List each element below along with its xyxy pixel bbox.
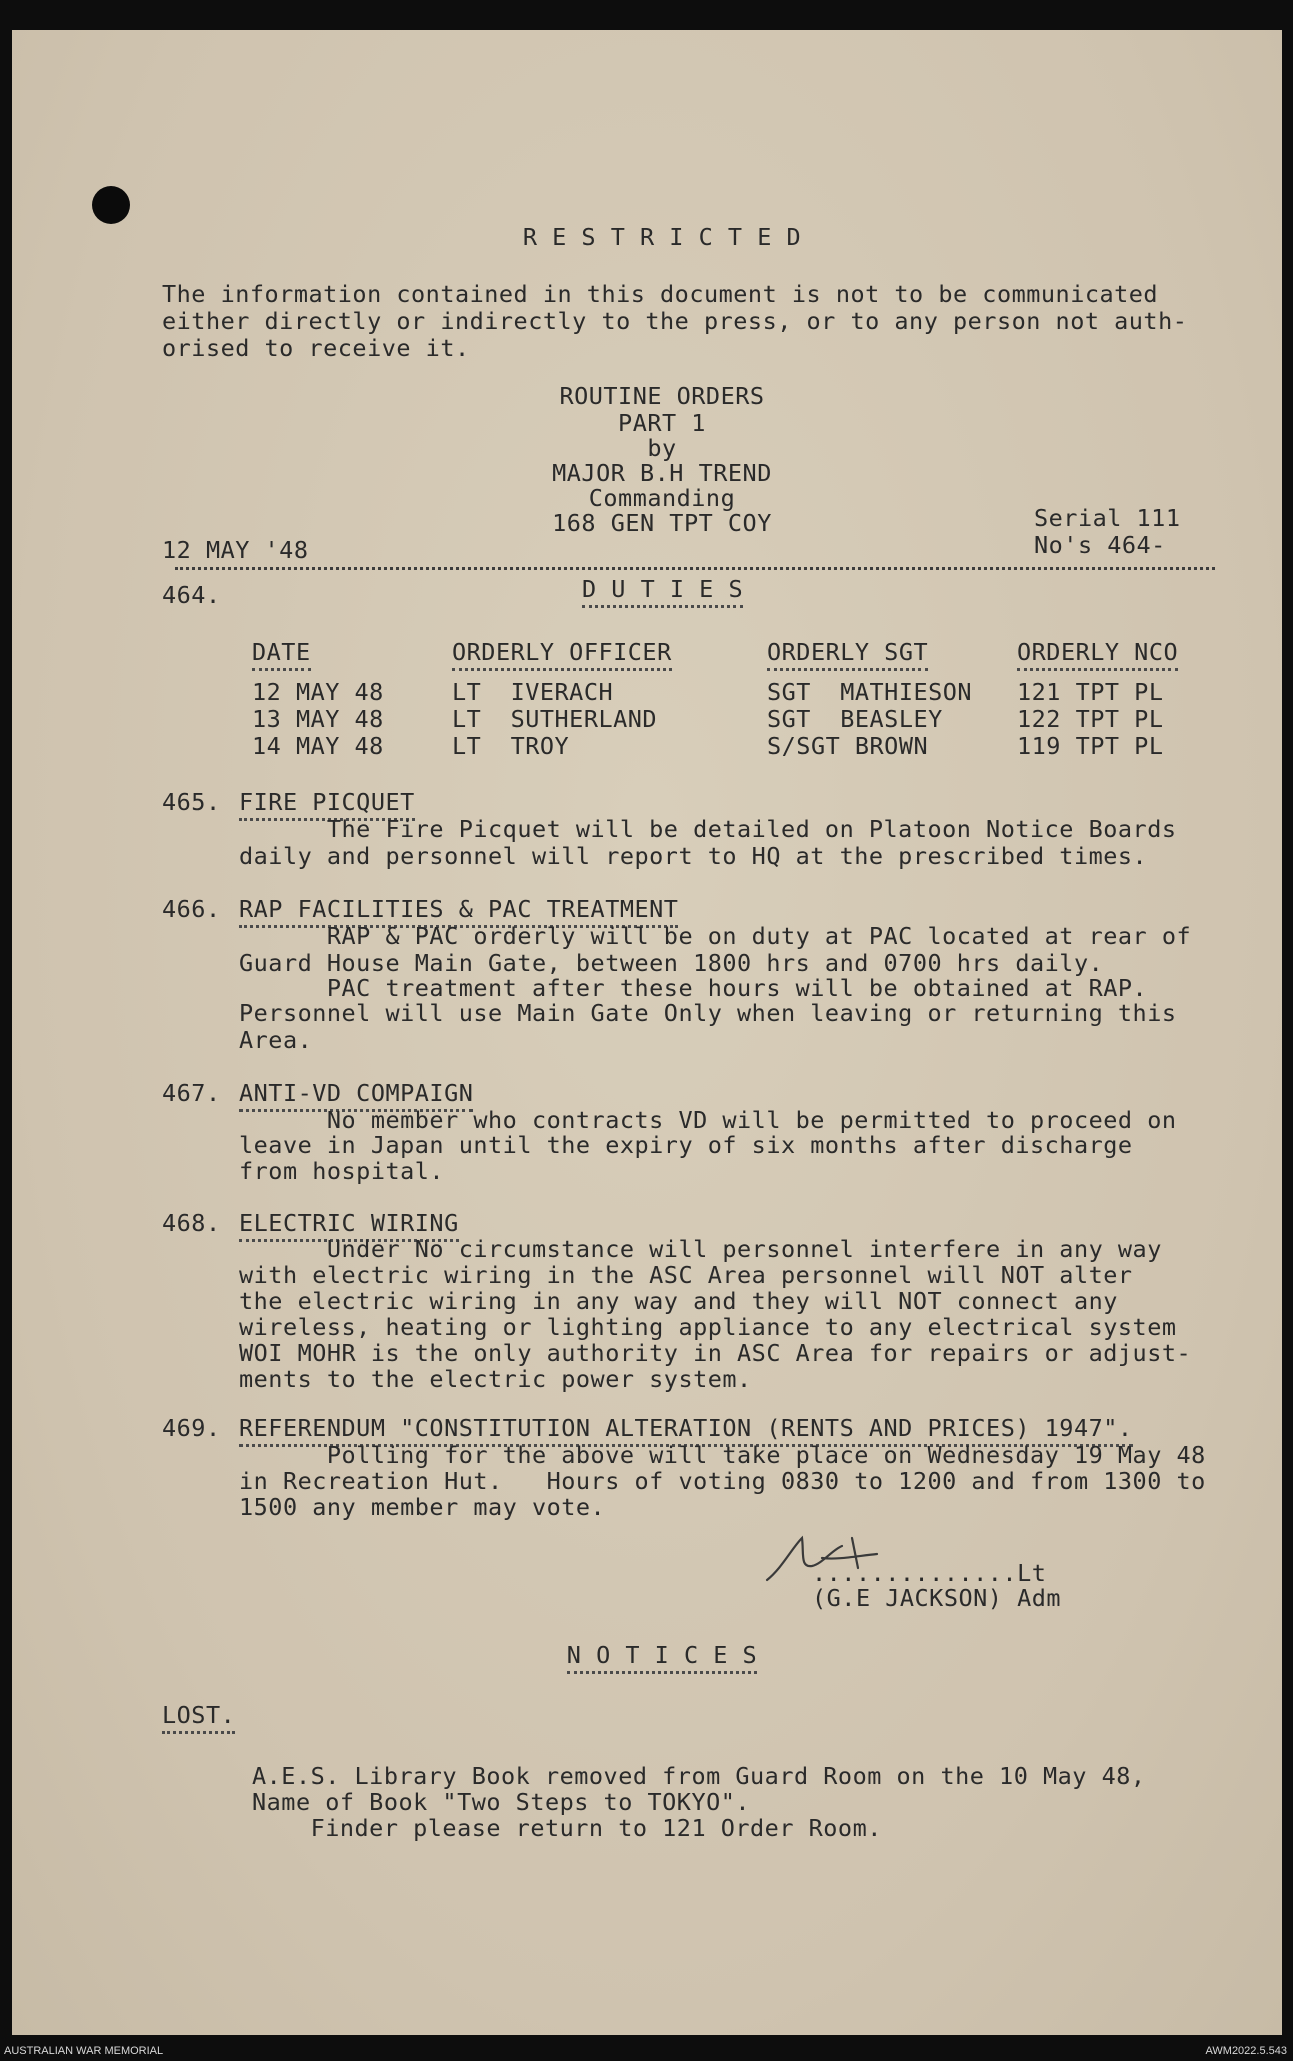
order-466-line-5: Area. [239,1026,313,1054]
order-466-line-4: Personnel will use Main Gate Only when leaving or returning this [239,999,1177,1027]
col-date-text: DATE [252,638,311,671]
signature-name-line: (G.E JACKSON) Adm [812,1584,1062,1612]
duty-row-2-date: 13 MAY 48 [252,705,384,733]
order-468-heading-text: ELECTRIC WIRING [239,1209,459,1242]
duties-number: 464. [162,581,221,609]
lost-heading-text: LOST. [162,1701,235,1734]
duty-row-1-nco: 121 TPT PL [1017,678,1164,706]
lost-line-2: Name of Book "Two Steps to TOKYO". [252,1788,751,1816]
notice-line-1: The information contained in this document is not to be communicated [162,280,1159,308]
order-466-heading-text: RAP FACILITIES & PAC TREATMENT [239,895,678,928]
order-468-heading [239,1210,459,1237]
order-468-line-1: Under No circumstance will personnel interfere in any way [239,1235,1162,1263]
classification-heading: R E S T R I C T E D [522,223,802,251]
order-468-line-2: with electric wiring in the ASC Area personnel will NOT alter [239,1261,1133,1289]
duty-row-3-sgt: S/SGT BROWN [767,732,929,760]
order-465-line-1: The Fire Picquet will be detailed on Platoon Notice Boards [239,815,1177,843]
order-465-heading-text: FIRE PICQUET [239,788,415,821]
duty-row-3-officer: LT TROY [452,732,570,760]
order-467-line-2: leave in Japan until the expiry of six months after discharge [239,1131,1133,1159]
lost-heading [162,1702,235,1729]
duties-heading [582,576,743,603]
order-466-line-1: RAP & PAC orderly will be on duty at PAC located at rear of [239,922,1192,950]
duty-row-2-nco: 122 TPT PL [1017,705,1164,733]
duty-row-3-nco: 119 TPT PL [1017,732,1164,760]
order-465-line-2: daily and personnel will report to HQ at the prescribed times. [239,842,1148,870]
order-467-line-1: No member who contracts VD will be permitted to proceed on [239,1106,1177,1134]
order-468-line-4: wireless, heating or lighting appliance to any electrical system [239,1313,1177,1341]
col-nco [1017,639,1178,666]
order-numbers: No's 464- [1034,531,1166,559]
order-469-line-2: in Recreation Hut. Hours of voting 0830 to 1200 and from 1300 to [239,1467,1206,1495]
notices-heading-text: N O T I C E S [567,1641,757,1674]
order-468-line-3: the electric wiring in any way and they will NOT connect any [239,1287,1118,1315]
serial-number: Serial 111 [1034,504,1181,532]
document-page [12,30,1282,2035]
title-line-4: MAJOR B.H TREND [552,459,772,487]
order-465-heading [239,789,415,816]
order-469-line-1: Polling for the above will take place on Wednesday 19 May 48 [239,1441,1206,1469]
col-sgt [767,639,928,666]
signature-rank-line: ..............Lt [812,1559,1047,1587]
order-467-heading-text: ANTI-VD COMPAIGN [239,1079,473,1112]
order-469-heading [239,1415,1133,1442]
title-line-5: Commanding [588,484,736,512]
title-line-1: ROUTINE ORDERS [559,382,765,410]
notices-heading [492,1642,832,1669]
lost-line-3: Finder please return to 121 Order Room. [252,1814,882,1842]
order-466-line-3: PAC treatment after these hours will be obtained at RAP. [239,974,1148,1002]
dotted-separator [175,567,1215,570]
duty-row-1-sgt: SGT MATHIESON [767,678,973,706]
notice-line-2: either directly or indirectly to the press, or to any person not auth- [162,307,1188,335]
order-468-line-6: ments to the electric power system. [239,1365,752,1393]
order-468-line-5: WOI MOHR is the only authority in ASC Area for repairs or adjust- [239,1339,1192,1367]
order-467-heading [239,1080,473,1107]
col-date [252,639,311,666]
order-466-line-2: Guard House Main Gate, between 1800 hrs and 0700 hrs daily. [239,949,1104,977]
lost-line-1: A.E.S. Library Book removed from Guard Room on the 10 May 48, [252,1762,1146,1790]
notice-line-3: orised to receive it. [162,334,470,362]
order-466-number: 466. [162,895,221,923]
order-469-number: 469. [162,1414,221,1442]
order-date: 12 MAY '48 [162,536,309,564]
order-469-line-3: 1500 any member may vote. [239,1493,606,1521]
order-467-number: 467. [162,1079,221,1107]
duties-heading-text: D U T I E S [582,575,743,608]
footer-left: AUSTRALIAN WAR MEMORIAL [4,2045,164,2057]
title-line-2: PART 1 [618,409,706,437]
duty-row-1-officer: LT IVERACH [452,678,614,706]
punch-hole [92,186,130,224]
col-nco-text: ORDERLY NCO [1017,638,1178,671]
order-466-heading [239,896,678,923]
col-officer-text: ORDERLY OFFICER [452,638,672,671]
order-467-line-3: from hospital. [239,1157,445,1185]
duty-row-2-officer: LT SUTHERLAND [452,705,658,733]
footer-right: AWM2022.5.543 [1205,2045,1287,2057]
col-sgt-text: ORDERLY SGT [767,638,928,671]
duty-row-1-date: 12 MAY 48 [252,678,384,706]
duty-row-2-sgt: SGT BEASLEY [767,705,943,733]
title-line-3: by [647,434,677,462]
order-465-number: 465. [162,788,221,816]
order-469-heading-text: REFERENDUM "CONSTITUTION ALTERATION (RENTS AND PRICES) 1947". [239,1414,1133,1447]
duty-row-3-date: 14 MAY 48 [252,732,384,760]
title-line-6: 168 GEN TPT COY [552,509,772,537]
order-468-number: 468. [162,1209,221,1237]
col-officer [452,639,672,666]
